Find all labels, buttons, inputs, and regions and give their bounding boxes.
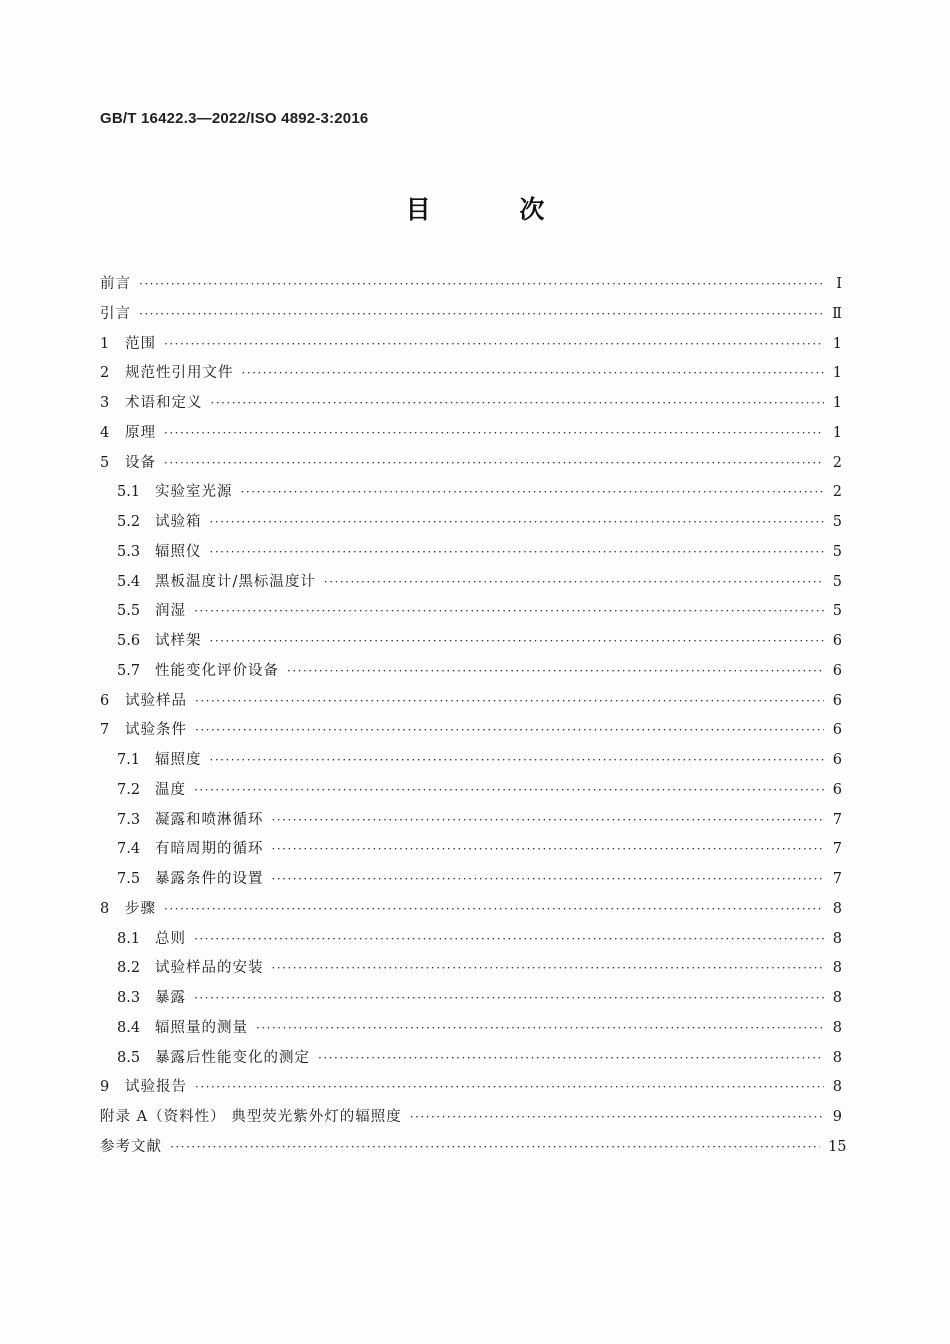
toc-entry-page: Ⅰ xyxy=(836,276,842,292)
toc-entry-label: 前言 xyxy=(100,276,131,292)
toc-entry-number: 7.1 xyxy=(117,752,141,768)
toc-entry-number: 5.4 xyxy=(117,573,141,590)
dot-leader xyxy=(256,1014,824,1044)
toc-entry-label: 试样架 xyxy=(155,633,202,649)
toc-entry-number: 8.1 xyxy=(117,930,141,947)
toc-entry[interactable] xyxy=(100,806,842,836)
dot-leader xyxy=(195,1073,824,1103)
dot-leader xyxy=(210,508,825,538)
toc-entry-label: 性能变化评价设备 xyxy=(155,662,279,679)
toc-entry[interactable] xyxy=(100,300,842,330)
toc-entry-number: 2 xyxy=(100,365,110,382)
toc-entry-page: 8 xyxy=(832,900,842,917)
toc-entry[interactable] xyxy=(100,508,842,538)
toc-entry-page: 8 xyxy=(832,1019,842,1036)
toc-entry-page: Ⅱ xyxy=(832,305,842,322)
toc-entry-label: 试验样品的安装 xyxy=(155,960,264,977)
toc-entry-label: 凝露和喷淋循环 xyxy=(155,811,264,828)
toc-entry-label: 规范性引用文件 xyxy=(125,365,234,382)
dot-leader xyxy=(194,984,824,1014)
toc-entry[interactable] xyxy=(100,1073,842,1103)
toc-entry-label: 步骤 xyxy=(125,900,156,917)
toc-entry-number: 8.3 xyxy=(117,990,141,1006)
toc-entry-page: 8 xyxy=(832,960,842,977)
dot-leader xyxy=(272,865,825,895)
toc-entry-number: 1 xyxy=(100,335,110,352)
dot-leader xyxy=(195,687,824,717)
toc-entry-number: 8 xyxy=(100,900,110,917)
toc-entry-label: 试验箱 xyxy=(155,514,202,530)
toc-entry-number: 7.5 xyxy=(117,871,141,887)
toc-entry-number: 8.4 xyxy=(117,1019,141,1036)
toc-entry[interactable] xyxy=(100,865,842,895)
toc-entry-page: 6 xyxy=(832,692,842,709)
toc-entry-page: 1 xyxy=(832,335,842,352)
toc-entry-number: 7.3 xyxy=(117,811,141,828)
toc-entry-number: 5.1 xyxy=(117,484,141,501)
toc-entry[interactable] xyxy=(100,716,842,746)
dot-leader xyxy=(194,925,824,955)
toc-entry-page: 5 xyxy=(832,514,842,530)
toc-entry-number: 9 xyxy=(100,1079,110,1096)
toc-entry[interactable] xyxy=(100,954,842,984)
dot-leader xyxy=(170,1133,820,1163)
toc-entry-page: 1 xyxy=(832,365,842,382)
standard-id-header: GB/T 16422.3—2022/ISO 4892-3:2016 xyxy=(100,110,369,127)
toc-entry-number: 5.7 xyxy=(117,662,141,679)
toc-entry-page: 7 xyxy=(832,871,842,887)
toc-entry-label: 暴露条件的设置 xyxy=(155,871,264,887)
toc-entry-page: 5 xyxy=(832,543,842,560)
toc-entry-number: 5.6 xyxy=(117,633,141,649)
toc-entry-page: 5 xyxy=(832,573,842,590)
toc-entry-label: 原理 xyxy=(125,424,156,441)
toc-entry-number: 3 xyxy=(100,395,110,411)
dot-leader xyxy=(242,359,825,389)
toc-entry[interactable] xyxy=(100,746,842,776)
toc-entry[interactable] xyxy=(100,1014,842,1044)
toc-entry-page: 8 xyxy=(832,930,842,947)
page-title: 目 次 xyxy=(405,195,585,224)
toc-entry-page: 7 xyxy=(832,811,842,828)
toc-entry-page: 6 xyxy=(832,633,842,649)
dot-leader xyxy=(324,568,824,598)
toc-entry-label: 有暗周期的循环 xyxy=(155,841,264,858)
toc-entry-number: 5 xyxy=(100,454,110,471)
toc-entry[interactable] xyxy=(100,687,842,717)
toc-entry-number: 5.3 xyxy=(117,543,141,560)
toc-entry-page: 6 xyxy=(832,722,842,739)
toc-entry-number: 6 xyxy=(100,692,110,709)
dot-leader xyxy=(164,895,824,925)
toc-entry-page: 1 xyxy=(832,424,842,441)
toc-entry[interactable] xyxy=(100,776,842,806)
toc-entry-label: 实验室光源 xyxy=(155,484,233,501)
toc-entry[interactable] xyxy=(100,835,842,865)
toc-entry[interactable] xyxy=(100,330,842,360)
toc-entry[interactable] xyxy=(100,895,842,925)
toc-entry-label: 辐照度 xyxy=(155,752,202,768)
toc-entry[interactable] xyxy=(100,389,842,419)
dot-leader xyxy=(210,746,825,776)
toc-entry[interactable] xyxy=(100,419,842,449)
dot-leader xyxy=(139,270,824,300)
toc-entry-number: 5.5 xyxy=(117,603,141,620)
dot-leader xyxy=(272,806,825,836)
dot-leader xyxy=(164,449,824,479)
dot-leader xyxy=(272,954,825,984)
toc-entry-label: 辐照仪 xyxy=(155,543,202,560)
toc-entry[interactable] xyxy=(100,1133,847,1163)
toc-entry[interactable] xyxy=(100,1103,842,1133)
toc-entry-page: 5 xyxy=(832,603,842,620)
toc-entry-number: 5.2 xyxy=(117,514,141,530)
dot-leader xyxy=(195,716,824,746)
toc-entry-number: 7.4 xyxy=(117,841,141,858)
toc-entry-label: 试验条件 xyxy=(125,722,187,739)
toc-entry-label: 术语和定义 xyxy=(125,395,203,411)
toc-entry-number: 7.2 xyxy=(117,781,141,798)
toc-entry-page: 6 xyxy=(832,662,842,679)
toc-entry-page: 8 xyxy=(832,990,842,1006)
dot-leader xyxy=(194,776,824,806)
dot-leader xyxy=(272,835,825,865)
dot-leader xyxy=(241,478,825,508)
table-of-contents xyxy=(100,270,847,1163)
toc-entry-label: 暴露 xyxy=(155,990,186,1006)
toc-entry[interactable] xyxy=(100,568,842,598)
toc-entry-label: 润湿 xyxy=(155,603,186,620)
toc-entry-number: 8.5 xyxy=(117,1049,141,1066)
toc-entry-page: 2 xyxy=(832,454,842,471)
dot-leader xyxy=(164,419,824,449)
toc-entry-label: 引言 xyxy=(100,305,131,322)
toc-entry-number: 7 xyxy=(100,722,110,739)
toc-entry[interactable] xyxy=(100,627,842,657)
toc-entry[interactable] xyxy=(100,925,842,955)
toc-entry-page: 7 xyxy=(832,841,842,858)
dot-leader xyxy=(211,389,825,419)
toc-entry-page: 15 xyxy=(828,1138,847,1155)
toc-entry[interactable] xyxy=(100,657,842,687)
toc-entry[interactable] xyxy=(100,478,842,508)
toc-entry[interactable] xyxy=(100,449,842,479)
dot-leader xyxy=(210,627,825,657)
toc-entry-label: 辐照量的测量 xyxy=(155,1019,248,1036)
toc-entry-label: 范围 xyxy=(125,335,156,352)
toc-entry[interactable] xyxy=(100,538,842,568)
toc-entry-page: 2 xyxy=(832,484,842,501)
toc-entry-label: 参考文献 xyxy=(100,1138,162,1155)
toc-entry-label: 黑板温度计/黑标温度计 xyxy=(155,573,316,590)
toc-entry-page: 6 xyxy=(832,752,842,768)
dot-leader xyxy=(410,1103,824,1133)
toc-entry[interactable] xyxy=(100,984,842,1014)
toc-entry-label: 试验样品 xyxy=(125,692,187,709)
toc-entry[interactable] xyxy=(100,270,842,300)
toc-entry-label: 暴露后性能变化的测定 xyxy=(155,1049,310,1066)
toc-entry[interactable] xyxy=(100,1044,842,1074)
dot-leader xyxy=(194,597,824,627)
dot-leader xyxy=(318,1044,824,1074)
toc-entry-label: 附录 A（资料性） 典型荧光紫外灯的辐照度 xyxy=(100,1109,402,1125)
toc-entry-page: 8 xyxy=(832,1049,842,1066)
toc-entry[interactable] xyxy=(100,597,842,627)
toc-entry-number: 4 xyxy=(100,424,110,441)
toc-entry-number: 8.2 xyxy=(117,960,141,977)
toc-entry[interactable] xyxy=(100,359,842,389)
toc-entry-page: 6 xyxy=(832,781,842,798)
toc-entry-page: 8 xyxy=(832,1079,842,1096)
toc-entry-page: 1 xyxy=(832,395,842,411)
toc-entry-label: 总则 xyxy=(155,930,186,947)
toc-entry-page: 9 xyxy=(832,1109,842,1125)
toc-entry-label: 温度 xyxy=(155,781,186,798)
toc-entry-label: 试验报告 xyxy=(125,1079,187,1096)
dot-leader xyxy=(139,300,824,330)
toc-entry-label: 设备 xyxy=(125,454,156,471)
dot-leader xyxy=(287,657,824,687)
dot-leader xyxy=(164,330,824,360)
dot-leader xyxy=(210,538,825,568)
